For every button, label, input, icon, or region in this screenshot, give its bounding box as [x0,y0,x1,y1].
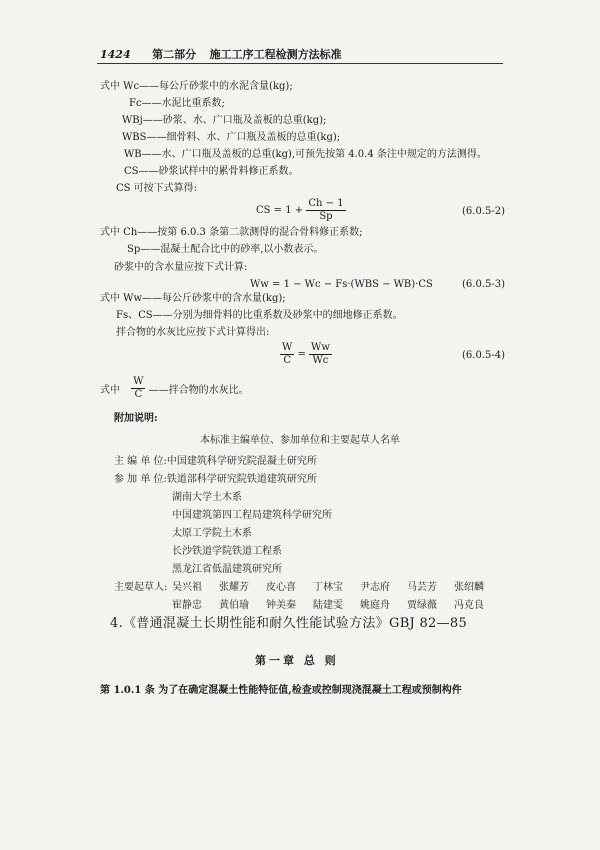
drafter-name: 贾绿薇 [407,600,437,611]
drafter-name: 崔静忠 [172,600,202,611]
def-fraction [131,376,145,401]
chapter-title: 第一章 总 则 [255,654,339,667]
def-line: Fs、CS——分别为细骨料的比重系数及砂浆中的细地修正系数。 [116,310,403,321]
eq-equals: = [297,349,306,360]
eq-right-fraction [309,342,332,367]
page-number: 1424 [100,48,131,61]
def-line: 砂浆中的含水量应按下式计算: [114,262,248,273]
eq-fraction [306,198,345,223]
equation-6-0-5-4 [280,342,332,367]
equation-number: (6.0.5-3) [462,279,505,290]
equation-6-0-5-2 [256,198,346,223]
header-title: 施工工序工程检测方法标准 [209,48,342,61]
first-clause: 第 1.0.1 条 为了在确定混凝土性能特征值,检查或控制现浇混凝土工程或预制构件 [100,685,462,696]
drafter-name: 黄伯瑜 [219,600,249,611]
part-label: 第二部分 [152,48,197,61]
join-unit-label: 参 加 单 位: [114,474,167,485]
join-unit-row [114,473,317,487]
def-line: 式中 Ch——按第 6.0.3 条第二款测得的混合骨料修正系数; [100,227,363,238]
join-unit: 湖南大学土木系 [172,492,242,503]
drafter-name: 尹志府 [360,582,390,593]
join-unit: 铁道部科学研究院铁道建筑研究所 [166,474,317,485]
def-line: WBS——细骨料、水、广口瓶及盖板的总重(kg); [122,132,341,143]
def-line: 式中 Wc——每公斤砂浆中的水泥含量(kg); [100,81,293,92]
join-unit: 黑龙江省低温建筑研究所 [172,564,282,575]
def-line: WB——水、广口瓶及盖板的总重(kg),可预先按第 4.0.4 条注中规定的方法测得。 [124,149,487,160]
def-line: Sp——混凝土配合比中的砂率,以小数表示。 [127,244,324,255]
def-denominator: C [134,389,143,400]
standard-title: 4.《普通混凝土长期性能和耐久性能试验方法》GBJ 82—85 [110,616,468,631]
def-line: CS——砂浆试样中的累骨料修正系数。 [124,166,299,177]
def-line: 拌合物的水灰比应按下式计算得出: [116,327,270,338]
eq-numerator: W [282,342,293,353]
equation-number: (6.0.5-4) [462,350,505,361]
drafter-name: 张耀芳 [219,582,249,593]
def-line: 式中 Ww——每公斤砂浆中的含水量(kg); [100,293,286,304]
appendix-heading: 附加说明: [114,413,158,424]
page-header [100,46,500,62]
eq-numerator: Ch − 1 [308,198,344,209]
drafters-label: 主要起草人: [114,582,168,593]
join-unit: 长沙铁道学院铁道工程系 [172,546,282,557]
chief-unit-label: 主 编 单 位: [114,456,167,467]
appendix-subtitle: 本标准主编单位、参加单位和主要起草人名单 [200,435,400,446]
drafter-name: 张绍麟 [454,582,484,593]
drafter-name: 皮心喜 [266,582,296,593]
def-line: Fc——水泥比重系数; [129,98,225,109]
header-rule [97,63,503,64]
eq-left-fraction [280,342,294,367]
join-unit: 中国建筑第四工程局建筑科学研究所 [172,510,332,521]
equation-number: (6.0.5-2) [462,206,505,217]
eq-numerator: Ww [311,342,330,353]
def-line: CS 可按下式算得: [116,183,198,194]
join-unit: 太原工学院土木系 [172,528,252,539]
drafter-name: 姚庭舟 [360,600,390,611]
chief-unit: 中国建筑科学研究院混凝土研究所 [166,456,317,467]
drafter-name: 丁林宝 [313,582,343,593]
drafter-name: 吴兴祖 [172,582,202,593]
eq-lhs: CS = 1 + [256,205,304,216]
def-line: WBj——砂浆、水、广口瓶及盖板的总重(kg); [122,115,327,126]
drafter-name: 冯克良 [454,600,484,611]
drafter-name: 马芸芳 [407,582,437,593]
eq-denominator: Wc [312,355,329,366]
drafter-name: 钟美秦 [266,600,296,611]
def-numerator: W [133,376,144,387]
def-text: ——拌合物的水灰比。 [148,385,249,396]
equation-6-0-5-3: Ww = 1 − Wc − Fs·(WBS − WB)·CS [250,279,433,290]
eq-denominator: C [283,355,291,366]
def-prefix: 式中 [100,385,120,396]
drafter-name: 陆建雯 [313,600,343,611]
chief-unit-row [114,455,317,469]
eq-denominator: Sp [319,211,333,222]
def-line-wc [100,376,249,401]
